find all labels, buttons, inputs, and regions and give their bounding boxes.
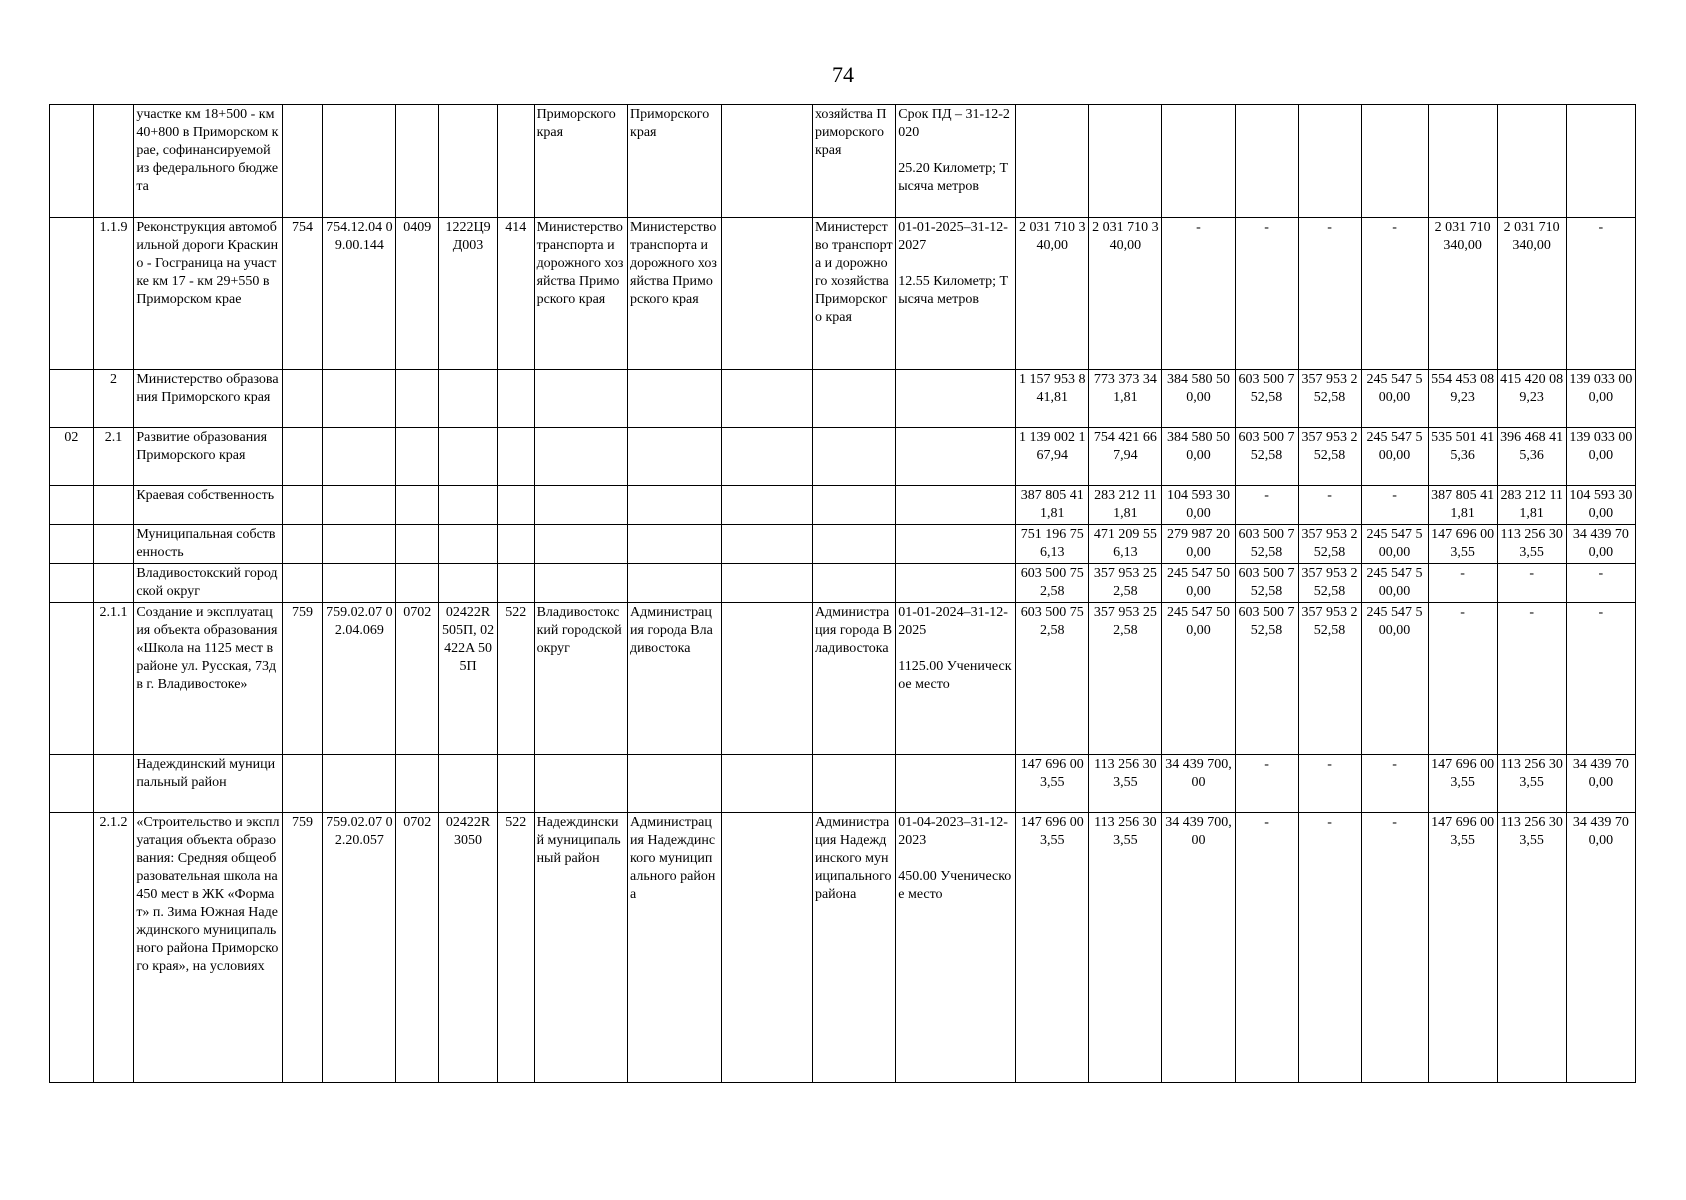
table-cell: Владивостокский городской округ: [134, 564, 282, 603]
table-cell: [1428, 105, 1497, 218]
table-cell: 759: [282, 813, 323, 1083]
table-cell: [896, 370, 1016, 428]
table-cell: [812, 755, 895, 813]
table-row: [50, 564, 1636, 603]
table-cell: 357 953 252,58: [1298, 603, 1361, 755]
table-cell: [534, 564, 627, 603]
table-cell: 0702: [396, 813, 439, 1083]
table-cell: [812, 428, 895, 486]
table-cell: [534, 525, 627, 564]
table-cell: 2: [93, 370, 134, 428]
table-cell: 113 256 303,55: [1089, 813, 1162, 1083]
table-cell: [896, 525, 1016, 564]
table-cell: «Строительство и эксплуатация объекта образования: Средняя общеобразовательная школа на 450 мест в ЖК «Формат» п. Зима Южная Надеждинского муниципального района Приморского края», на условиях: [134, 813, 282, 1083]
table-cell: 554 453 089,23: [1428, 370, 1497, 428]
table-cell: 603 500 752,58: [1016, 564, 1089, 603]
table-cell: [812, 370, 895, 428]
table-cell: [93, 755, 134, 813]
table-cell: 245 547 500,00: [1361, 564, 1428, 603]
table-cell: [896, 755, 1016, 813]
table-cell: 759: [282, 603, 323, 755]
table-cell: [50, 370, 94, 428]
table-cell: 0702: [396, 603, 439, 755]
table-cell: [439, 755, 498, 813]
table-cell: -: [1566, 564, 1635, 603]
table-cell: 02: [50, 428, 94, 486]
table-cell: Министерство транспорта и дорожного хозяйства Приморского края: [628, 218, 721, 370]
table-cell: Приморского края: [534, 105, 627, 218]
table-cell: 357 953 252,58: [1298, 428, 1361, 486]
table-cell: 603 500 752,58: [1235, 525, 1298, 564]
table-cell: 2.1.2: [93, 813, 134, 1083]
table-cell: [282, 428, 323, 486]
table-cell: Владивостокский городской округ: [534, 603, 627, 755]
table-cell: -: [1235, 813, 1298, 1083]
table-cell: [439, 370, 498, 428]
table-cell: [534, 428, 627, 486]
table-cell: 283 212 111,81: [1497, 486, 1566, 525]
table-cell: Срок ПД – 31-12-2020 25.20 Километр; Тысяча метров: [896, 105, 1016, 218]
table-cell: [50, 486, 94, 525]
table-cell: 522: [498, 603, 535, 755]
table-cell: 279 987 200,00: [1162, 525, 1235, 564]
table-cell: 754.12.04 09.00.144: [323, 218, 396, 370]
table-cell: 2.1.1: [93, 603, 134, 755]
table-cell: 113 256 303,55: [1497, 755, 1566, 813]
table-cell: [396, 428, 439, 486]
table-cell: [323, 486, 396, 525]
table-cell: -: [1497, 603, 1566, 755]
table-cell: -: [1235, 486, 1298, 525]
table-cell: Реконструкция автомобильной дороги Краскино - Госграница на участке км 17 - км 29+550 в Приморском крае: [134, 218, 282, 370]
table-cell: [498, 370, 535, 428]
table-cell: [498, 105, 535, 218]
table-cell: [721, 525, 812, 564]
table-cell: 2 031 710 340,00: [1428, 218, 1497, 370]
table-cell: 603 500 752,58: [1235, 564, 1298, 603]
table-cell: [534, 370, 627, 428]
table-cell: Краевая собственность: [134, 486, 282, 525]
table-cell: 754: [282, 218, 323, 370]
table-cell: 01-01-2024–31-12-2025 1125.00 Ученическое место: [896, 603, 1016, 755]
table-cell: 104 593 300,00: [1162, 486, 1235, 525]
table-row: [50, 218, 1636, 370]
table-cell: -: [1566, 218, 1635, 370]
table-cell: [50, 525, 94, 564]
table-cell: [439, 564, 498, 603]
table-cell: [628, 428, 721, 486]
table-cell: Администрация Надеждинского муниципального района: [812, 813, 895, 1083]
table-cell: [498, 525, 535, 564]
table-cell: [1566, 105, 1635, 218]
table-cell: 603 500 752,58: [1016, 603, 1089, 755]
table-cell: Администрация города Владивостока: [628, 603, 721, 755]
table-cell: 357 953 252,58: [1298, 564, 1361, 603]
table-cell: 104 593 300,00: [1566, 486, 1635, 525]
table-cell: 754 421 667,94: [1089, 428, 1162, 486]
table-cell: [896, 428, 1016, 486]
table-cell: 603 500 752,58: [1235, 603, 1298, 755]
table-cell: 535 501 415,36: [1428, 428, 1497, 486]
table-cell: -: [1298, 813, 1361, 1083]
table-cell: [1298, 105, 1361, 218]
table-cell: 147 696 003,55: [1016, 755, 1089, 813]
table-cell: [628, 755, 721, 813]
table-cell: -: [1235, 218, 1298, 370]
table-cell: 1.1.9: [93, 218, 134, 370]
table-cell: [1497, 105, 1566, 218]
table-cell: [439, 486, 498, 525]
table-cell: [721, 755, 812, 813]
table-cell: [93, 525, 134, 564]
table-cell: [721, 564, 812, 603]
table-cell: 01-01-2025–31-12-2027 12.55 Километр; Тысяча метров: [896, 218, 1016, 370]
table-cell: -: [1428, 603, 1497, 755]
table-cell: [396, 525, 439, 564]
table-cell: [396, 755, 439, 813]
table-cell: [93, 105, 134, 218]
table-cell: Министерство транспорта и дорожного хозяйства Приморского края: [534, 218, 627, 370]
table-cell: 384 580 500,00: [1162, 428, 1235, 486]
table-cell: -: [1428, 564, 1497, 603]
table-cell: 357 953 252,58: [1089, 564, 1162, 603]
table-cell: Развитие образования Приморского края: [134, 428, 282, 486]
table-cell: 283 212 111,81: [1089, 486, 1162, 525]
table-cell: 2 031 710 340,00: [1016, 218, 1089, 370]
table-cell: 759.02.07 02.20.057: [323, 813, 396, 1083]
table-cell: [282, 755, 323, 813]
table-cell: 245 547 500,00: [1162, 603, 1235, 755]
table-cell: 02422R 505П, 02422A 505П: [439, 603, 498, 755]
table-cell: [812, 564, 895, 603]
table-cell: [93, 486, 134, 525]
table-cell: 147 696 003,55: [1428, 755, 1497, 813]
table-cell: -: [1298, 218, 1361, 370]
table-cell: [896, 486, 1016, 525]
table-cell: 414: [498, 218, 535, 370]
table-cell: 384 580 500,00: [1162, 370, 1235, 428]
table-cell: 2 031 710 340,00: [1089, 218, 1162, 370]
table-cell: 245 547 500,00: [1361, 525, 1428, 564]
table-cell: [282, 370, 323, 428]
page-number: 74: [832, 62, 854, 87]
table-cell: 471 209 556,13: [1089, 525, 1162, 564]
table-cell: [1361, 105, 1428, 218]
table-cell: [323, 564, 396, 603]
table-cell: 34 439 700,00: [1162, 813, 1235, 1083]
table-cell: 751 196 756,13: [1016, 525, 1089, 564]
table-cell: 522: [498, 813, 535, 1083]
table-cell: [282, 564, 323, 603]
table-cell: [498, 486, 535, 525]
table-cell: 357 953 252,58: [1298, 525, 1361, 564]
table-row: [50, 813, 1636, 1083]
table-cell: [628, 486, 721, 525]
table-cell: 113 256 303,55: [1497, 525, 1566, 564]
table-cell: 34 439 700,00: [1566, 525, 1635, 564]
table-cell: [439, 105, 498, 218]
table-cell: 415 420 089,23: [1497, 370, 1566, 428]
table-cell: [50, 564, 94, 603]
table-row: [50, 486, 1636, 525]
table-cell: 1 157 953 841,81: [1016, 370, 1089, 428]
table-cell: [721, 370, 812, 428]
table-cell: 245 547 500,00: [1361, 603, 1428, 755]
table-cell: 0409: [396, 218, 439, 370]
table-cell: 396 468 415,36: [1497, 428, 1566, 486]
table-cell: 34 439 700,00: [1566, 755, 1635, 813]
table-cell: 245 547 500,00: [1162, 564, 1235, 603]
table-cell: [498, 755, 535, 813]
table-cell: Надеждинский муниципальный район: [134, 755, 282, 813]
table-cell: 2.1: [93, 428, 134, 486]
table-cell: 34 439 700,00: [1162, 755, 1235, 813]
table-cell: [439, 428, 498, 486]
table-cell: [396, 370, 439, 428]
table-cell: [50, 755, 94, 813]
table-cell: [50, 603, 94, 755]
table-cell: 02422R 3050: [439, 813, 498, 1083]
table-cell: [1235, 105, 1298, 218]
table-cell: 2 031 710 340,00: [1497, 218, 1566, 370]
table-cell: 113 256 303,55: [1497, 813, 1566, 1083]
table-cell: [1089, 105, 1162, 218]
table-cell: [498, 428, 535, 486]
table-cell: 773 373 341,81: [1089, 370, 1162, 428]
table-cell: 01-04-2023–31-12-2023 450.00 Ученическое место: [896, 813, 1016, 1083]
table-cell: 139 033 000,00: [1566, 370, 1635, 428]
table-cell: [282, 105, 323, 218]
table-cell: -: [1298, 755, 1361, 813]
table-cell: [721, 105, 812, 218]
table-cell: 357 953 252,58: [1089, 603, 1162, 755]
table-cell: [50, 218, 94, 370]
table-cell: 603 500 752,58: [1235, 428, 1298, 486]
table-cell: 147 696 003,55: [1428, 525, 1497, 564]
table-cell: 1222Ц9 Д003: [439, 218, 498, 370]
table-row: [50, 525, 1636, 564]
table-cell: [534, 486, 627, 525]
table-cell: [1016, 105, 1089, 218]
table-cell: Приморского края: [628, 105, 721, 218]
table-cell: [628, 564, 721, 603]
table-cell: Администрация Надеждинского муниципального района: [628, 813, 721, 1083]
table-cell: -: [1361, 486, 1428, 525]
table-cell: [628, 370, 721, 428]
table-cell: Создание и эксплуатация объекта образования «Школа на 1125 мест в районе ул. Русская, 73д в г. Владивостоке»: [134, 603, 282, 755]
table-cell: [323, 370, 396, 428]
table-cell: [721, 428, 812, 486]
table-row: [50, 428, 1636, 486]
document-table: [49, 104, 1636, 1083]
table-cell: [896, 564, 1016, 603]
table-cell: 603 500 752,58: [1235, 370, 1298, 428]
table-cell: 113 256 303,55: [1089, 755, 1162, 813]
table-cell: 139 033 000,00: [1566, 428, 1635, 486]
table-cell: [323, 525, 396, 564]
table-cell: Администрация города Владивостока: [812, 603, 895, 755]
table-cell: 245 547 500,00: [1361, 370, 1428, 428]
table-cell: -: [1566, 603, 1635, 755]
table-cell: хозяйства Приморского края: [812, 105, 895, 218]
table-cell: [396, 105, 439, 218]
table-cell: [439, 525, 498, 564]
table-cell: [628, 525, 721, 564]
table-cell: [323, 105, 396, 218]
table-row: [50, 603, 1636, 755]
table-cell: [1162, 105, 1235, 218]
table-cell: [498, 564, 535, 603]
table-cell: -: [1298, 486, 1361, 525]
table-cell: -: [1162, 218, 1235, 370]
table-cell: -: [1361, 218, 1428, 370]
table-cell: 387 805 411,81: [1428, 486, 1497, 525]
table-cell: [812, 486, 895, 525]
table-cell: -: [1361, 813, 1428, 1083]
table-cell: 34 439 700,00: [1566, 813, 1635, 1083]
table-cell: Министерство транспорта и дорожного хозяйства Приморского края: [812, 218, 895, 370]
table-cell: [721, 486, 812, 525]
table-cell: 387 805 411,81: [1016, 486, 1089, 525]
table-cell: [323, 428, 396, 486]
table-cell: -: [1361, 755, 1428, 813]
table-cell: 147 696 003,55: [1428, 813, 1497, 1083]
table-cell: 245 547 500,00: [1361, 428, 1428, 486]
table-cell: [721, 603, 812, 755]
table-cell: [396, 564, 439, 603]
table-cell: 147 696 003,55: [1016, 813, 1089, 1083]
table-cell: -: [1497, 564, 1566, 603]
table-cell: [282, 486, 323, 525]
table-row: [50, 370, 1636, 428]
table-cell: [50, 105, 94, 218]
table-cell: [534, 755, 627, 813]
table-cell: [323, 755, 396, 813]
table-cell: [721, 813, 812, 1083]
table-row: [50, 755, 1636, 813]
table-cell: 357 953 252,58: [1298, 370, 1361, 428]
table-cell: -: [1235, 755, 1298, 813]
table-cell: [721, 218, 812, 370]
table-cell: Муниципальная собственность: [134, 525, 282, 564]
table-cell: Министерство образования Приморского края: [134, 370, 282, 428]
table-cell: 759.02.07 02.04.069: [323, 603, 396, 755]
table-cell: [93, 564, 134, 603]
table-cell: [50, 813, 94, 1083]
table-cell: 1 139 002 167,94: [1016, 428, 1089, 486]
table-cell: Надеждинский муниципальный район: [534, 813, 627, 1083]
table-cell: [282, 525, 323, 564]
table-cell: [812, 525, 895, 564]
table-cell: [396, 486, 439, 525]
table-row: [50, 105, 1636, 218]
table-cell: участке км 18+500 - км 40+800 в Приморском крае, софинансируемой из федерального бюджета: [134, 105, 282, 218]
